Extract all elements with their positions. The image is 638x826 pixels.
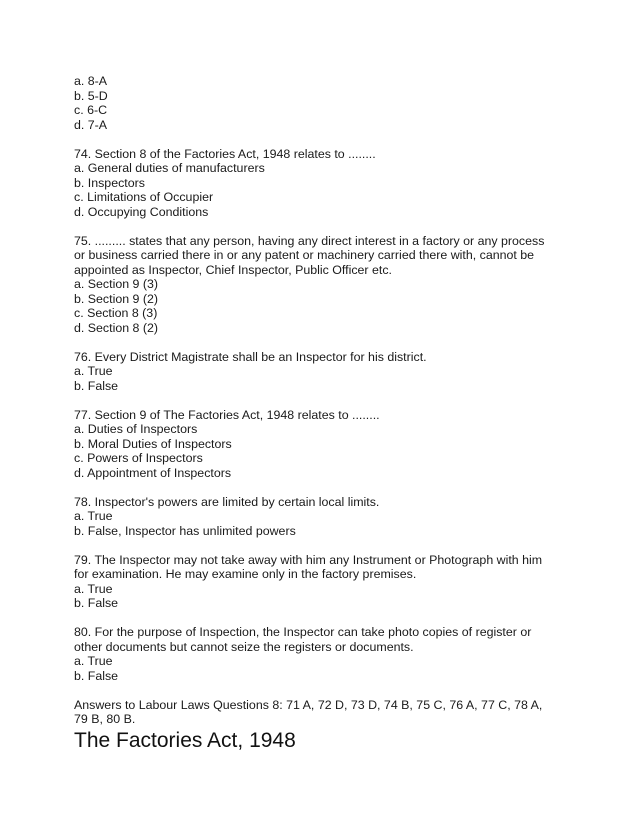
option: c. Section 8 (3) [74, 306, 158, 320]
option: a. Duties of Inspectors [74, 422, 198, 436]
option: a. True [74, 364, 113, 378]
question-74 [74, 147, 574, 220]
question-78 [74, 495, 574, 539]
question-text: 76. Every District Magistrate shall be an Inspector for his district. [74, 349, 427, 364]
option: a. True [74, 581, 113, 596]
option: b. Inspectors [74, 175, 145, 190]
question-75 [74, 234, 574, 336]
question-text: 75. ......... states that any person, having any direct interest in a factory or any process [74, 233, 545, 248]
option: b. Moral Duties of Inspectors [74, 436, 232, 451]
question-text: 77. Section 9 of The Factories Act, 1948 relates to ........ [74, 407, 380, 422]
option: b. False [74, 378, 119, 393]
option: d. Section 8 (2) [74, 320, 159, 335]
option: b. False [74, 668, 119, 683]
option: c. 6-C [74, 103, 108, 117]
question-text: 79. The Inspector may not take away with him any Instrument or Photograph with him [74, 552, 543, 567]
answers-text: 79 B, 80 B. [74, 712, 136, 726]
question-80 [74, 625, 574, 683]
question-text: appointed as Inspector, Chief Inspector, Public Officer etc. [74, 262, 392, 277]
document-page [74, 74, 574, 753]
option: a. True [74, 654, 113, 668]
answers-key [74, 698, 574, 727]
question-text: 78. Inspector's powers are limited by certain local limits. [74, 494, 380, 509]
option: a. True [74, 509, 113, 523]
question-77 [74, 408, 574, 481]
question-text: 80. For the purpose of Inspection, the Inspector can take photo copies of register or [74, 625, 532, 639]
question-text: 74. Section 8 of the Factories Act, 1948 relates to ........ [74, 146, 376, 161]
section-heading: The Factories Act, 1948 [74, 728, 296, 752]
option: d. 7-A [74, 117, 108, 132]
option: b. Section 9 (2) [74, 291, 159, 306]
option: c. Powers of Inspectors [74, 451, 203, 465]
option: b. 5-D [74, 88, 108, 103]
option: b. False, Inspector has unlimited powers [74, 523, 296, 538]
question-text: other documents but cannot seize the registers or documents. [74, 639, 414, 654]
option: d. Occupying Conditions [74, 204, 209, 219]
question-76 [74, 350, 574, 394]
answers-text: Answers to Labour Laws Questions 8: 71 A, 72 D, 73 D, 74 B, 75 C, 76 A, 77 C, 78 A, [74, 697, 543, 712]
question-79 [74, 553, 574, 611]
previous-options [74, 74, 574, 132]
option: d. Appointment of Inspectors [74, 465, 232, 480]
option: a. General duties of manufacturers [74, 161, 265, 175]
option: a. 8-A [74, 74, 108, 88]
option: b. False [74, 596, 119, 610]
question-text: for examination. He may examine only in the factory premises. [74, 567, 417, 581]
question-text: or business carried there in or any patent or machinery carried there with, cannot be [74, 248, 535, 262]
option: c. Limitations of Occupier [74, 190, 214, 204]
option: a. Section 9 (3) [74, 277, 159, 291]
